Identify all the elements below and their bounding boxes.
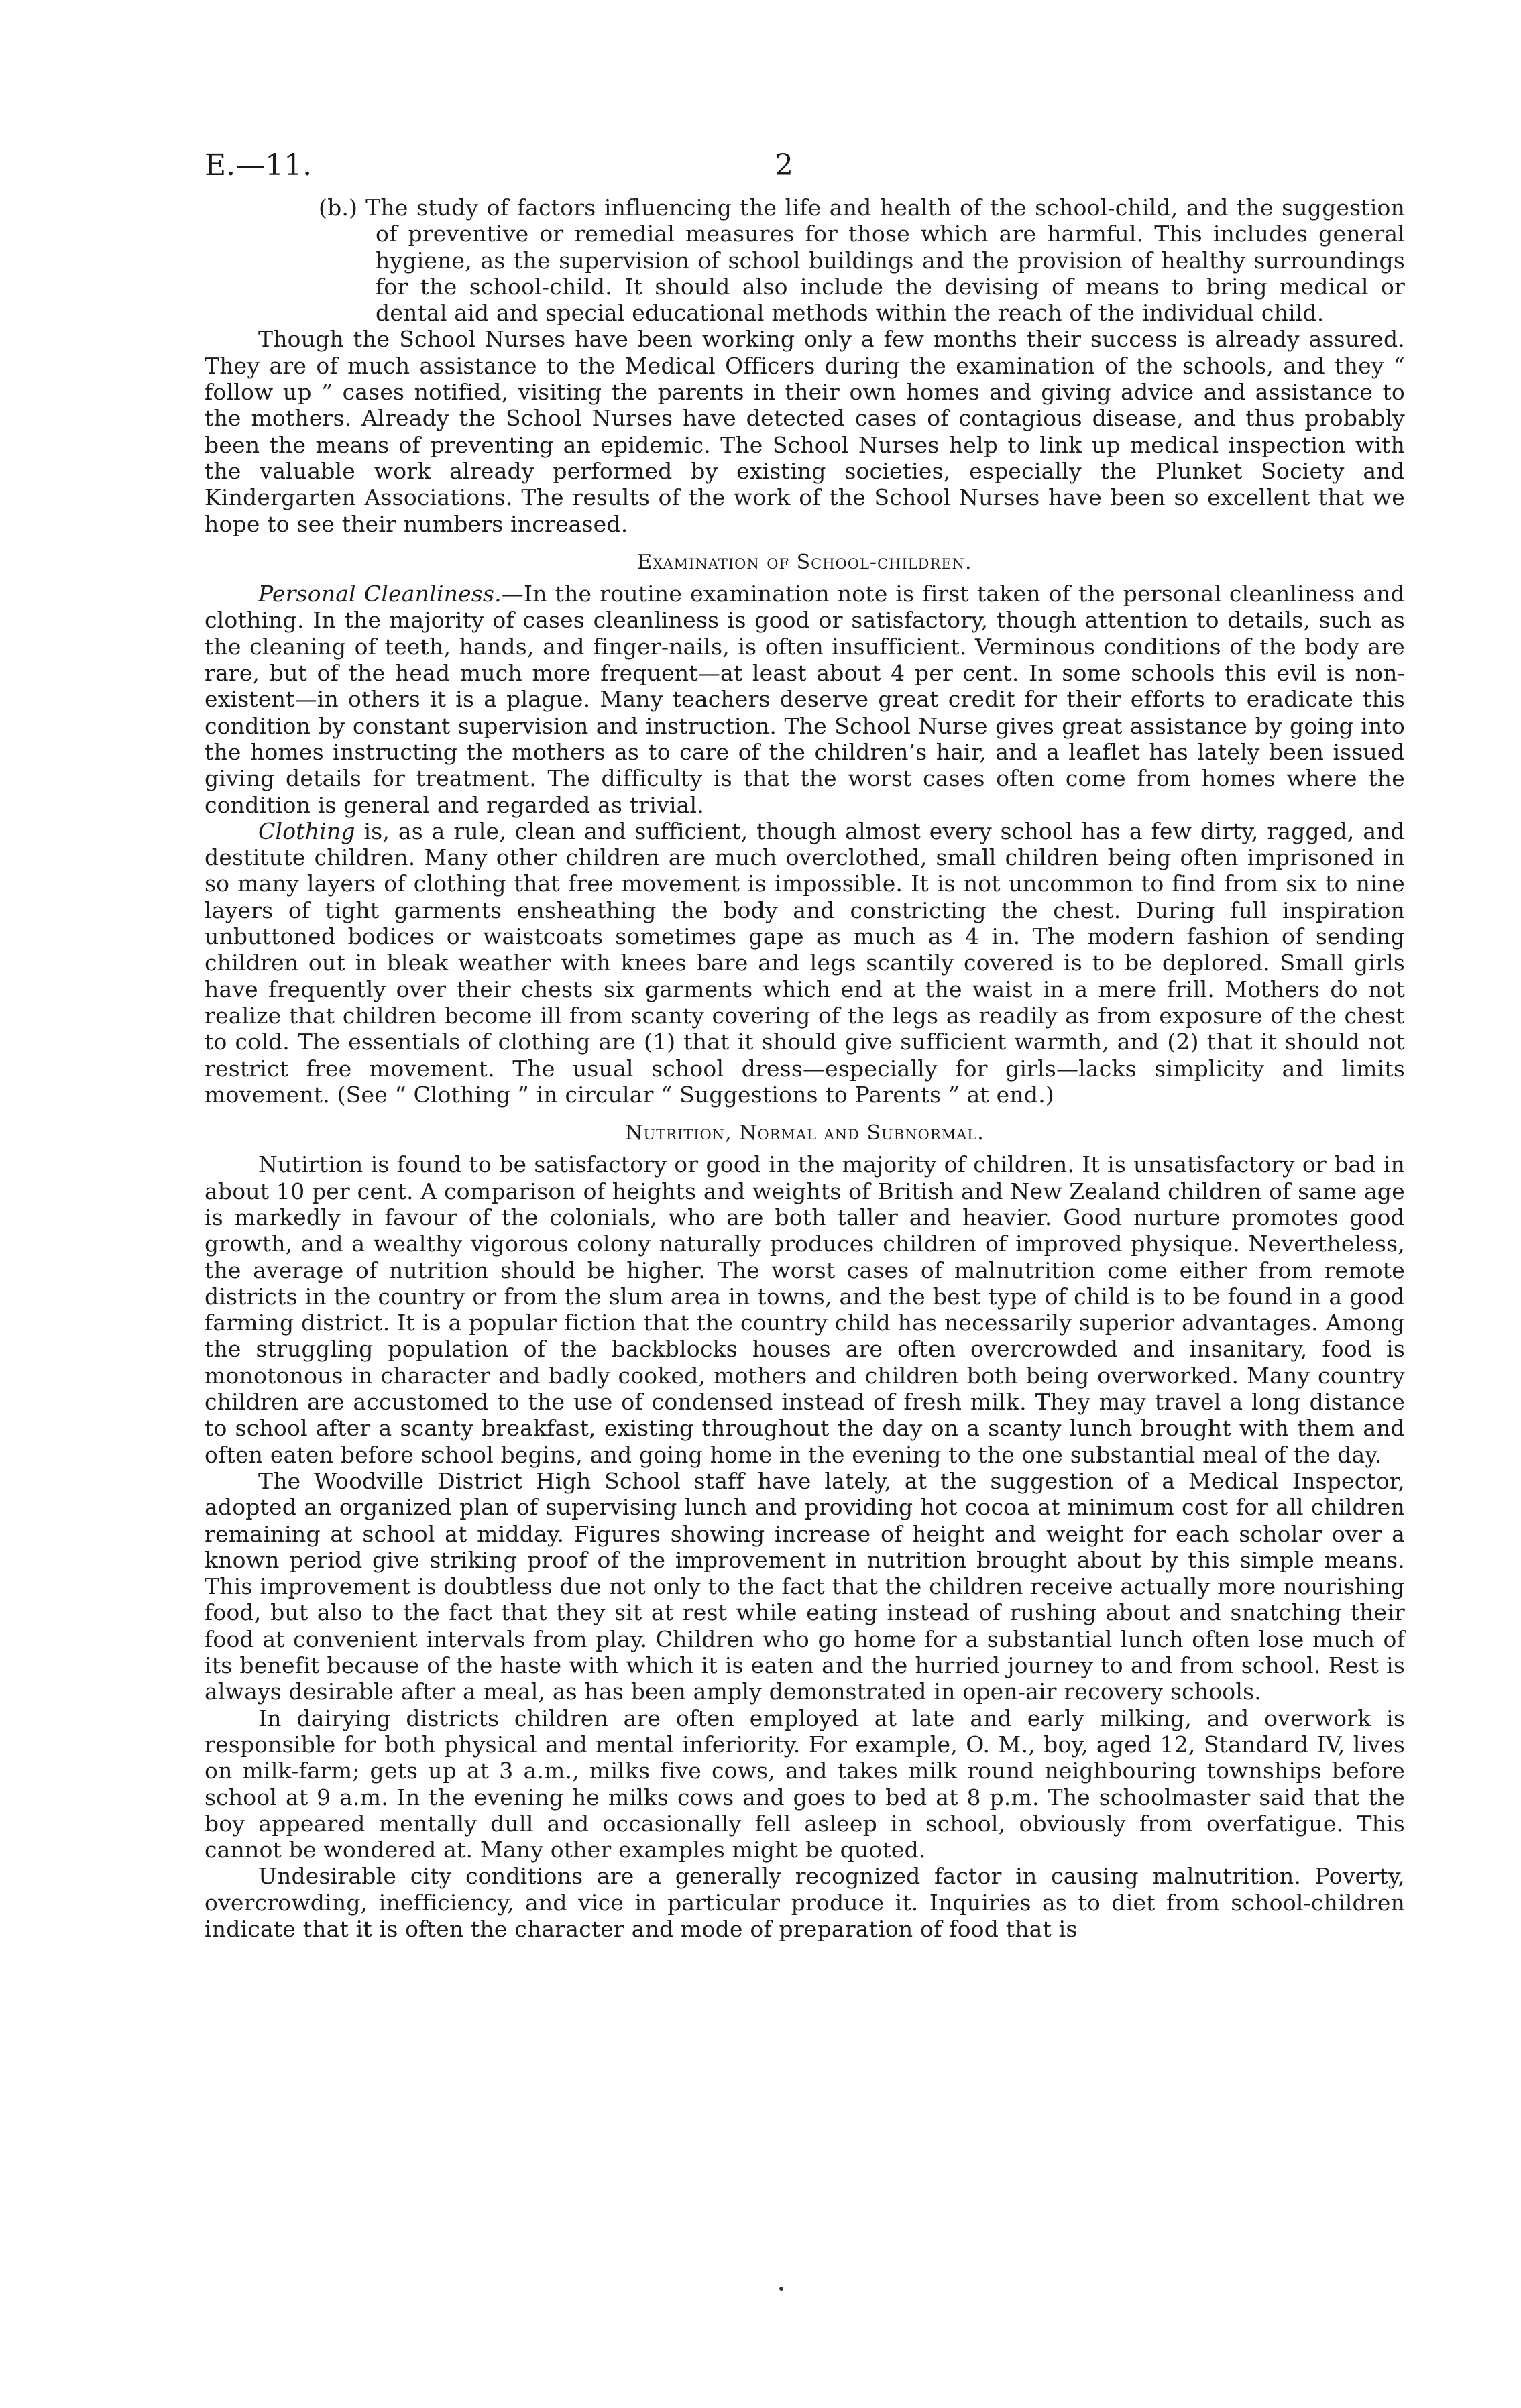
- document-body: [205, 194, 1405, 1942]
- school-nurses-paragraph: Though the School Nurses have been working only a few months their success is already assured. They are of much assistance to the Medical Officers during the examination of the schools, and they “ follow up ” cases notified, visiting the parents in their own homes and giving advice and assistance to the mothers. Already the School Nurses have detected cases of contagious disease, and thus probably been the means of preventing an epidemic. The School Nurses help to link up medical inspection with the valuable work already performed by existing societies, especially the Plunket Society and Kindergarten Associations. The results of the work of the School Nurses have been so excellent that we hope to see their numbers increased.: [205, 326, 1405, 537]
- clothing-paragraph: [205, 818, 1405, 1108]
- document-reference: E.—11.: [205, 148, 313, 182]
- dairying-paragraph: In dairying districts children are often employed at late and early milking, and overwork is responsible for both physical and mental inferiority. For example, O. M., boy, aged 12, Standard IV, lives on milk-farm; gets up at 3 a.m., milks five cows, and takes milk round neighbouring townships before school at 9 a.m. In the evening he milks cows and goes to bed at 8 p.m. The schoolmaster said that the boy appeared mentally dull and occasionally fell asleep in school, obviously from overfatigue. This cannot be wondered at. Many other examples might be quoted.: [205, 1705, 1405, 1864]
- examination-heading: Examination of School-children.: [637, 550, 972, 574]
- speck-mark: [779, 2287, 783, 2291]
- item-b-paragraph: [205, 194, 1405, 326]
- item-b-label: (b.): [319, 194, 358, 221]
- clothing-title: Clothing: [258, 817, 355, 844]
- clothing-text: is, as a rule, clean and sufficient, though almost every school has a few dirty, ragged, and destitute children. Many other children are much overclothed, small children being often imprisoned in so many layers of clothing that free movement is impossible. It is not uncommon to find from six to nine layers of tight garments ensheathing the body and constricting the chest. During full inspiration unbuttoned bodices or waistcoats sometimes gape as much as 4 in. The modern fashion of sending children out in bleak weather with knees bare and legs scantily covered is to be deplored. Small girls have frequently over their chests six garments which end at the waist in a mere frill. Mothers do not realize that children become ill from scanty covering of the legs as readily as from exposure of the chest to cold. The essentials of clothing are (1) that it should give sufficient warmth, and (2) that it should not restrict free movement. The usual school dress—especially for girls—lacks simplicity and limits movement. (See “ Clothing ” in circular “ Suggestions to Parents ” at end.): [205, 817, 1405, 1108]
- woodville-paragraph: The Woodville District High School staff have lately, at the suggestion of a Medical Inspector, adopted an organized plan of supervising lunch and providing hot cocoa at minimum cost for all children remaining at school at midday. Figures showing increase of height and weight for each scholar over a known period give striking proof of the improvement in nutrition brought about by this simple means. This improvement is doubtless due not only to the fact that the children receive actually more nourishing food, but also to the fact that they sit at rest while eating instead of rushing about and snatching their food at convenient intervals from play. Children who go home for a substantial lunch often lose much of its benefit because of the haste with which it is eaten and the hurried journey to and from school. Rest is always desirable after a meal, as has been amply demonstrated in open-air recovery schools.: [205, 1467, 1405, 1705]
- nutrition-paragraph-1: Nutirtion is found to be satisfactory or good in the majority of children. It is unsatisfactory or bad in about 10 per cent. A comparison of heights and weights of British and New Zealand children of same age is markedly in favour of the colonials, who are both taller and heavier. Good nurture promotes good growth, and a wealthy vigorous colony naturally produces children of improved physique. Nevertheless, the average of nutrition should be higher. The worst cases of malnutrition come either from remote districts in the country or from the slum area in towns, and the best type of child is to be found in a good farming district. It is a popular fiction that the country child has necessarily superior advantages. Among the struggling population of the backblocks houses are often overcrowded and insanitary, food is monotonous in character and badly cooked, mothers and children both being overworked. Many country children are accustomed to the use of condensed instead of fresh milk. They may travel a long distance to school after a scanty breakfast, existing throughout the day on a scanty lunch brought with them and often eaten before school begins, and going home in the evening to the one substantial meal of the day.: [205, 1151, 1405, 1468]
- item-b-text: The study of factors influencing the life and health of the school-child, and the suggestion of preventive or remedial measures for those which are harmful. This includes general hygiene, as the supervision of school buildings and the provision of healthy surroundings for the school-child. It should also include the devising of means to bring medical or dental aid and special educational methods within the reach of the individual child.: [365, 194, 1405, 327]
- nutrition-heading: Nutrition, Normal and Subnormal.: [625, 1121, 984, 1145]
- cleanliness-title: Personal Cleanliness.: [258, 581, 502, 608]
- cleanliness-paragraph: [205, 581, 1405, 818]
- cleanliness-text: —In the routine examination note is first taken of the personal cleanliness and clothing. In the majority of cases cleanliness is good or satisfactory, though attention to details, such as the cleaning of teeth, hands, and finger-nails, is often insufficient. Verminous conditions of the body are rare, but of the head much more frequent—at least about 4 per cent. In some schools this evil is non-existent—in others it is a plague. Many teachers deserve great credit for their efforts to eradicate this condition by constant supervision and instruction. The School Nurse gives great assistance by going into the homes instructing the mothers as to care of the children’s hair, and a leaflet has lately been issued giving details for treatment. The difficulty is that the worst cases often come from homes where the condition is general and regarded as trivial.: [205, 581, 1405, 818]
- page-number: 2: [775, 148, 793, 182]
- city-conditions-paragraph: Undesirable city conditions are a generally recognized factor in causing malnutrition. Poverty, overcrowding, inefficiency, and vice in particular produce it. Inquiries as to diet from school-children indicate that it is often the character and mode of preparation of food that is: [205, 1863, 1405, 1942]
